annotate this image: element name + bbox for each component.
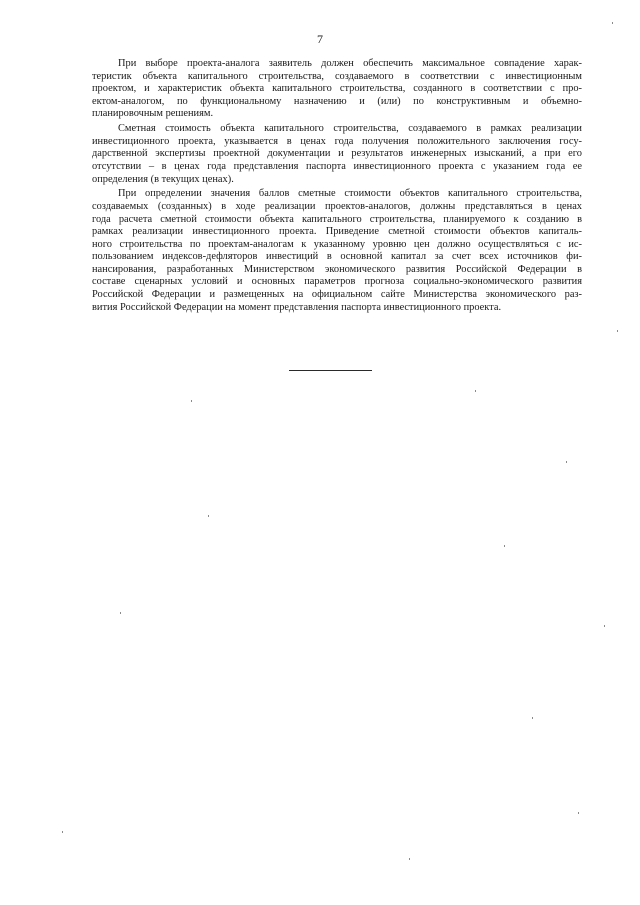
page-number: 7: [317, 32, 323, 46]
scan-speck: [566, 461, 567, 463]
text-line: При выборе проекта-аналога заявитель должен обеспечить максимальное совпадение харак-: [118, 58, 582, 69]
text-line: пользованием индексов-дефляторов инвестиций в основной капитал за счет всех источников фи-: [92, 251, 582, 263]
text-line: года расчета сметной стоимости объекта капитального строительства, планируемого к созданию в: [92, 213, 582, 225]
scan-speck: [120, 612, 121, 614]
scan-speck: [612, 22, 613, 24]
scan-speck: [532, 717, 533, 719]
scan-speck: [617, 330, 618, 332]
scan-speck: [62, 831, 63, 833]
scan-speck: [208, 515, 209, 517]
text-line: определения (в текущих ценах).: [92, 173, 234, 185]
text-line: инвестиционного проекта, указывается в ценах года получения положительного заключения госу-: [92, 135, 582, 147]
end-of-text-rule: [289, 370, 372, 371]
scan-speck: [409, 858, 410, 860]
text-line: отсутствии – в ценах года представления паспорта инвестиционного проекта с указанием года ее: [92, 160, 582, 172]
paragraph: [92, 188, 582, 314]
scan-speck: [578, 812, 579, 814]
text-line: ектом-аналогом, по функциональному назначению и (или) по конструктивным и объемно-: [92, 95, 582, 107]
text-line: Сметная стоимость объекта капитального строительства, создаваемого в рамках реализации: [118, 123, 582, 135]
text-line: При определении значения баллов сметные стоимости объектов капитального строительства,: [118, 188, 582, 200]
text-line: проектом, и характеристик объекта капитального строительства, созданного в соответствии с про-: [92, 83, 582, 95]
text-line: планировочным решениям.: [92, 108, 214, 120]
text-line: нансирования, разработанных Министерством экономического развития Российской Федерации в: [92, 263, 582, 275]
text-line: ного строительства по проектам-аналогам к указанному уровню цен должно осуществляться с ис-: [92, 238, 582, 250]
text-line: вития Российской Федерации на момент представления паспорта инвестиционного проекта.: [92, 301, 502, 313]
text-line: составе сценарных условий и основных параметров прогноза социально-экономического развития: [92, 276, 582, 288]
scan-speck: [475, 390, 476, 392]
scan-speck: [504, 545, 505, 547]
text-line: рамках реализации инвестиционного проекта. Приведение сметной стоимости объектов капиталь-: [92, 226, 582, 238]
paragraph: [92, 58, 582, 121]
document-body: [92, 58, 582, 316]
text-line: создаваемых (созданных) в ходе реализации проектов-аналогов, должны представляться в ценах: [92, 200, 582, 212]
text-line: теристик объекта капитального строительства, создаваемого в соответствии с инвестиционным: [92, 70, 582, 82]
scan-speck: [604, 625, 605, 627]
text-line: дарственной экспертизы проектной документации и результатов инженерных изысканий, а при его: [92, 148, 582, 160]
text-line: Российской Федерации и размещенных на официальном сайте Министерства экономического раз-: [92, 289, 582, 301]
paragraph: [92, 123, 582, 186]
scan-speck: [191, 400, 192, 402]
